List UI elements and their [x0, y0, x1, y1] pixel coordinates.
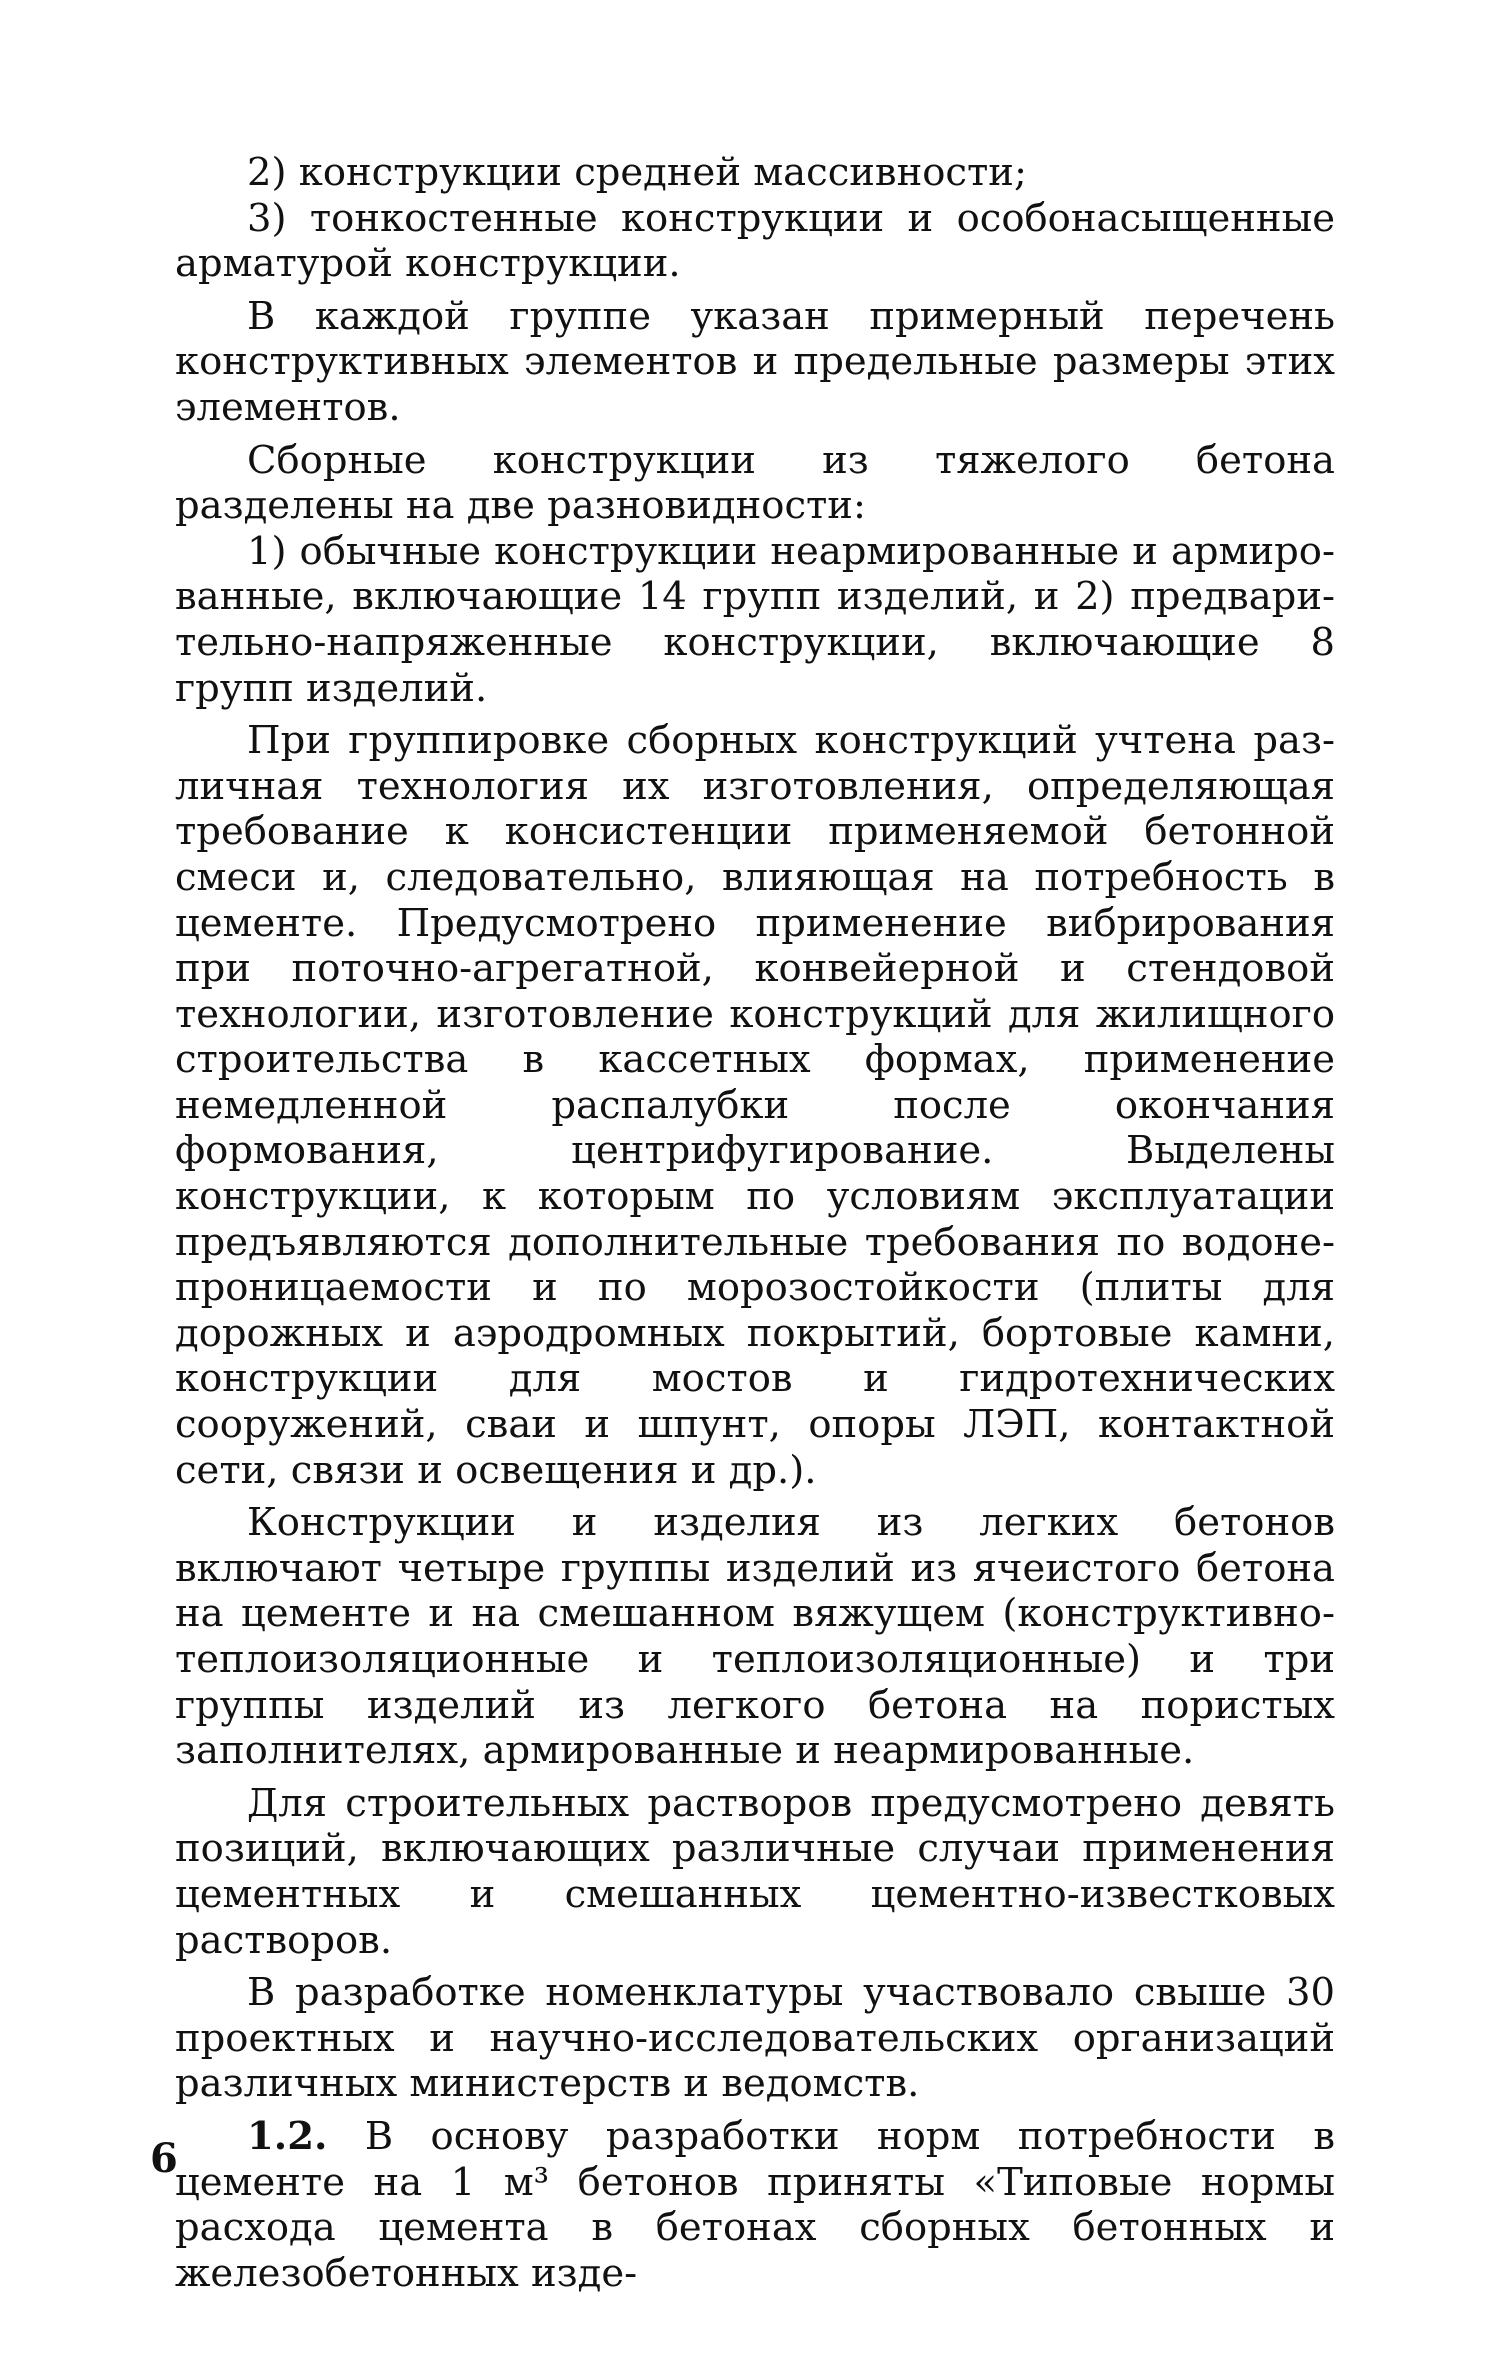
paragraph-item-3: 3) тонкостенные конструкции и особонасыщенные арматурой конструкции. [175, 195, 1335, 287]
page-number: 6 [150, 2135, 178, 2182]
paragraph-grouping-technology: При группировке сборных конструкций учтена различная технология их изготовления, определяющая требование к консистенции применяемой бетонной смеси и, следовательно, влияющая на потребность в цементе. Предусмотрено применение вибрирования при поточно-агрегатной, конвейерной и стендовой технологии, изготовление конструкций для жилищного строительства в кассетных формах, применение немедленной распалубки после окончания формования, центрифугирование. Выделены конструкции, к которым по условиям эксплуатации предъявляются дополнительные требования по водонепроницаемости и по морозостойкости (плиты для дорожных и аэродромных покрытий, бортовые камни, конструкции для мостов и гидротехнических сооружений, сваи и шпунт, опоры ЛЭП, контактной сети, связи и освещения и др.). [175, 718, 1335, 1493]
section-text: В основу разработки норм потребности в цементе на 1 м³ бетонов приняты «Типовые нормы расхода цемента в бетонах сборных бетонных и железобетонных изде- [175, 2113, 1335, 2296]
paragraph-groups-list: В каждой группе указан примерный перечень конструктивных элементов и предельные размеры этих элементов. [175, 293, 1335, 430]
paragraph-organizations: В разработке номенклатуры участвовало свыше 30 проектных и научно-исследовательских организаций различных министерств и ведомств. [175, 1970, 1335, 2107]
paragraph-item-2: 2) конструкции средней массивности; [247, 150, 1027, 195]
section-number: 1.2. [247, 2113, 328, 2159]
page-body [175, 150, 1335, 2303]
paragraph-precast-heavy-concrete: Сборные конструкции из тяжелого бетона разделены на две разновидности: [175, 437, 1335, 529]
paragraph-lightweight-concrete: Конструкции и изделия из легких бетонов включают четыре группы изделий из ячеистого бетона на цементе и на смешанном вяжущем (конструктивно-теплоизоляционные и теплоизоляционные) и три группы изделий из легкого бетона на пористых заполнителях, армированные и неармированные. [175, 1500, 1335, 1774]
paragraph-precast-varieties: 1) обычные конструкции неармированные и армированные, включающие 14 групп изделий, и 2) предварительно-напряженные конструкции, включающие 8 групп изделий. [175, 528, 1335, 711]
paragraph-section-1-2 [175, 2114, 1335, 2296]
paragraph-mortars: Для строительных растворов предусмотрено девять позиций, включающих различные случаи применения цементных и смешанных цементно-известковых растворов. [175, 1780, 1335, 1963]
